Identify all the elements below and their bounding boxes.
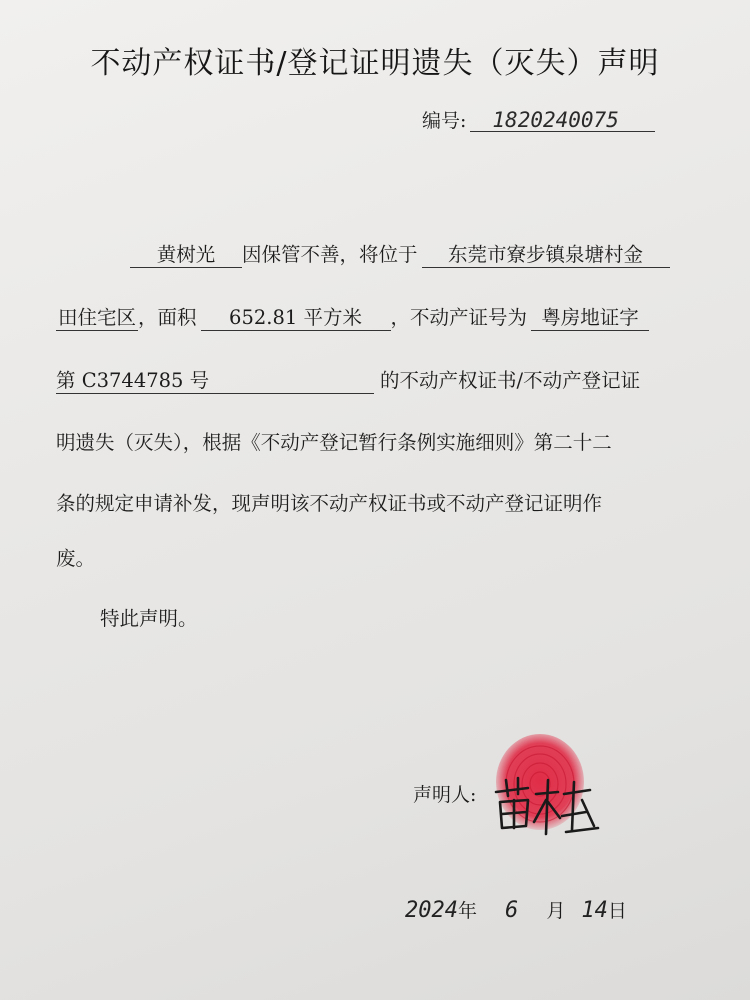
body-line-4: 明遗失（灭失），根据《不动产登记暂行条例实施细则》第二十二 bbox=[56, 431, 612, 454]
date-month-unit: 月 bbox=[546, 900, 566, 922]
certificate-number-part2: 第 C3744785 号 bbox=[56, 369, 374, 394]
date-day: 14 bbox=[581, 898, 608, 923]
property-location-part2: 田住宅区 bbox=[57, 306, 136, 329]
body-line-6: 废。 bbox=[56, 547, 96, 570]
property-location-part1: 东莞市寮步镇泉塘村金 bbox=[422, 243, 670, 268]
property-area: 652.81 平方米 bbox=[201, 306, 391, 331]
body-text-1: 因保管不善，将位于 bbox=[242, 243, 418, 266]
serial-number-value: 1820240075 bbox=[470, 109, 655, 132]
date-day-unit: 日 bbox=[607, 900, 627, 922]
body-line-5: 条的规定申请补发，现声明该不动产权证书或不动产登记证明作 bbox=[56, 492, 603, 515]
declaration-date bbox=[405, 896, 627, 923]
body-line-1 bbox=[130, 242, 670, 268]
date-year: 2024 bbox=[405, 898, 458, 923]
owner-name: 黄树光 bbox=[130, 243, 242, 268]
body-line-2 bbox=[56, 305, 649, 331]
body-text-2: ，面积 bbox=[138, 306, 197, 329]
signature-with-fingerprint bbox=[470, 730, 610, 860]
serial-number-row bbox=[422, 106, 655, 133]
body-text-3: ，不动产证号为 bbox=[390, 306, 528, 329]
body-line-3 bbox=[56, 368, 640, 394]
closing-statement: 特此声明。 bbox=[100, 607, 198, 630]
document-title: 不动产权证书/登记证明遗失（灭失）声明 bbox=[90, 46, 660, 81]
certificate-number-part1: 粤房地证字 bbox=[531, 306, 649, 331]
date-year-unit: 年 bbox=[457, 900, 477, 922]
body-text-4: 的不动产权证书/不动产登记证 bbox=[380, 369, 641, 392]
serial-number-label: 编号: bbox=[422, 110, 467, 132]
declarant-label: 声明人: bbox=[413, 784, 477, 806]
date-month: 6 bbox=[505, 898, 519, 923]
fingerprint-seal bbox=[470, 730, 610, 860]
